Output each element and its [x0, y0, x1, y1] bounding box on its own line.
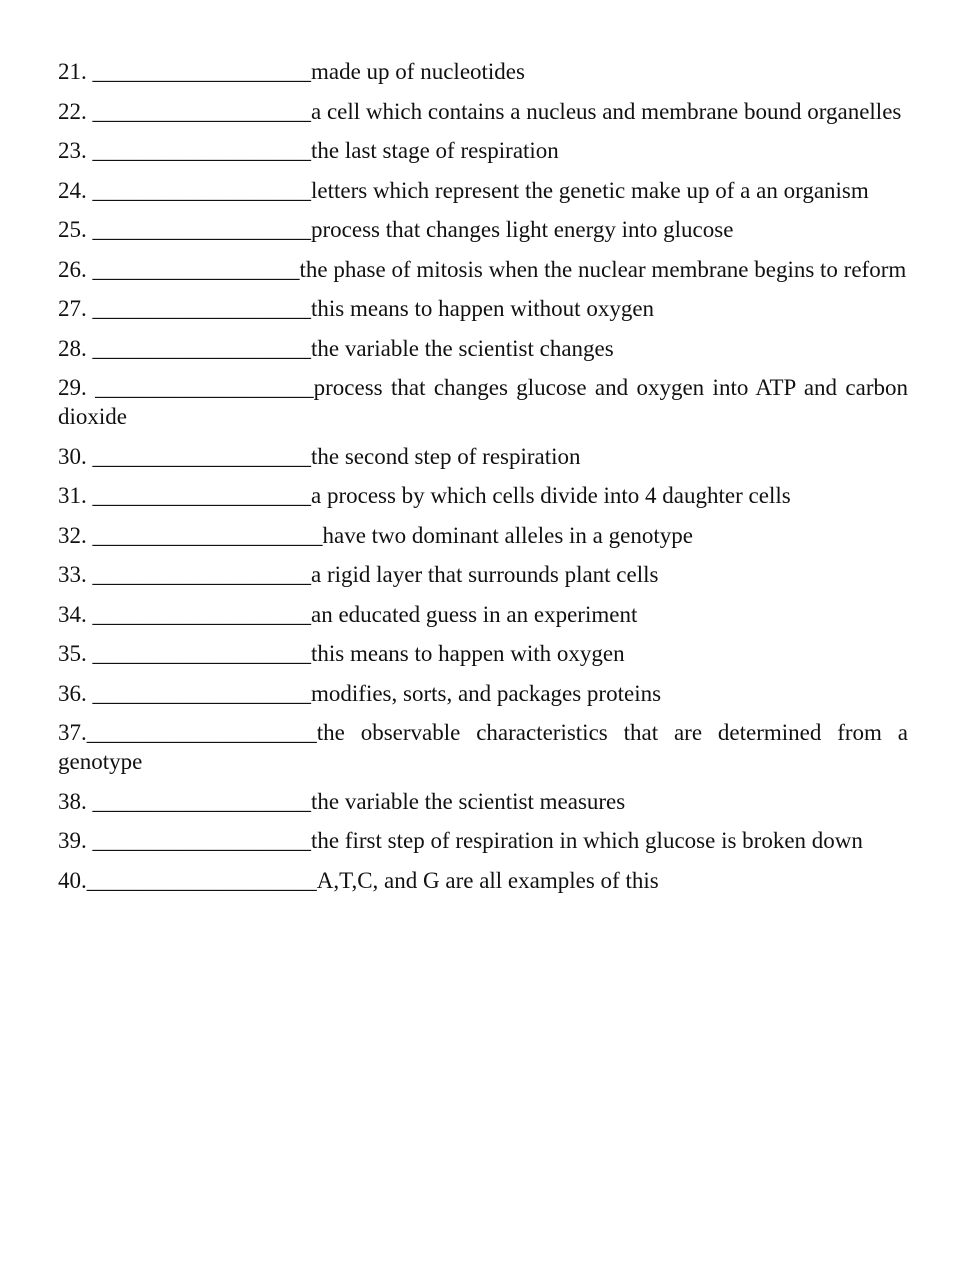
question-22	[58, 97, 908, 126]
question-definition: the first step of respiration in which glucose is broken down	[311, 828, 863, 853]
question-number: 27.	[58, 296, 93, 321]
answer-blank[interactable]: ___________________	[92, 483, 311, 508]
question-24	[58, 176, 908, 205]
question-26	[58, 255, 908, 284]
question-number: 31.	[58, 483, 93, 508]
question-38	[58, 787, 908, 816]
question-23	[58, 136, 908, 165]
question-number: 21.	[58, 59, 93, 84]
question-definition: letters which represent the genetic make up of a an organism	[311, 177, 869, 203]
answer-blank[interactable]: ___________________	[92, 828, 311, 853]
answer-blank[interactable]: ___________________	[92, 98, 311, 124]
question-definition: the second step of respiration	[311, 443, 581, 469]
question-number: 38.	[58, 788, 93, 814]
question-number: 28.	[58, 335, 93, 361]
question-35	[58, 639, 908, 668]
question-number: 25.	[58, 217, 93, 242]
answer-blank[interactable]: ___________________	[92, 335, 311, 361]
question-definition: this means to happen without oxygen	[311, 296, 655, 321]
question-definition: process that changes glucose and oxygen into ATP and carbon dioxide	[58, 375, 909, 429]
question-27	[58, 294, 908, 323]
answer-blank[interactable]: ____________________	[86, 867, 317, 893]
question-definition: an educated guess in an experiment	[311, 601, 638, 627]
question-definition: made up of nucleotides	[311, 59, 525, 84]
answer-blank[interactable]: ___________________	[92, 59, 311, 84]
question-definition: the variable the scientist changes	[311, 335, 614, 361]
question-number: 39.	[58, 828, 93, 853]
answer-blank[interactable]: ___________________	[92, 217, 311, 242]
question-definition: a cell which contains a nucleus and membrane bound organelles	[311, 98, 902, 124]
answer-blank[interactable]: ___________________	[92, 788, 311, 814]
question-number: 23.	[58, 138, 93, 163]
question-number: 35.	[58, 641, 93, 666]
question-number: 26.	[58, 256, 93, 282]
answer-blank[interactable]: ___________________	[92, 562, 311, 587]
answer-blank[interactable]: ___________________	[92, 296, 311, 321]
question-definition: A,T,C, and G are all examples of this	[316, 867, 659, 893]
question-28	[58, 334, 908, 363]
question-definition: a rigid layer that surrounds plant cells	[311, 562, 659, 587]
answer-blank[interactable]: ___________________	[92, 443, 311, 469]
question-number: 37.	[58, 720, 87, 745]
answer-blank[interactable]: ___________________	[95, 375, 314, 400]
question-number: 33.	[58, 562, 93, 587]
question-number: 30.	[58, 443, 93, 469]
question-number: 36.	[58, 680, 93, 706]
question-25	[58, 215, 908, 244]
question-21	[58, 57, 908, 86]
question-36	[58, 679, 908, 708]
question-39	[58, 826, 908, 855]
question-number: 29.	[58, 375, 96, 400]
question-32	[58, 521, 908, 550]
question-definition: a process by which cells divide into 4 daughter cells	[311, 483, 791, 508]
question-number: 40.	[58, 867, 87, 893]
answer-blank[interactable]: __________________	[92, 256, 300, 282]
question-definition: process that changes light energy into glucose	[311, 217, 734, 242]
question-number: 34.	[58, 601, 93, 627]
worksheet-page	[58, 57, 908, 905]
question-definition: the observable characteristics that are determined from a genotype	[58, 720, 908, 774]
answer-blank[interactable]: ___________________	[92, 680, 311, 706]
question-number: 24.	[58, 177, 93, 203]
question-33	[58, 560, 908, 589]
answer-blank[interactable]: ___________________	[92, 177, 311, 203]
question-definition: modifies, sorts, and packages proteins	[311, 680, 662, 706]
question-definition: this means to happen with oxygen	[311, 641, 625, 666]
question-definition: the last stage of respiration	[311, 138, 559, 163]
answer-blank[interactable]: ___________________	[92, 138, 311, 163]
question-34	[58, 600, 908, 629]
answer-blank[interactable]: ___________________	[92, 641, 311, 666]
question-number: 22.	[58, 98, 93, 124]
question-31	[58, 481, 908, 510]
answer-blank[interactable]: ___________________	[92, 601, 311, 627]
question-29	[58, 373, 908, 431]
question-37	[58, 718, 908, 776]
question-30	[58, 442, 908, 471]
question-number: 32.	[58, 522, 93, 548]
answer-blank[interactable]: ____________________	[92, 522, 323, 548]
question-40	[58, 866, 908, 895]
question-definition: the phase of mitosis when the nuclear membrane begins to reform	[299, 256, 907, 282]
question-definition: have two dominant alleles in a genotype	[322, 522, 693, 548]
question-definition: the variable the scientist measures	[311, 788, 626, 814]
answer-blank[interactable]: ____________________	[86, 720, 317, 745]
